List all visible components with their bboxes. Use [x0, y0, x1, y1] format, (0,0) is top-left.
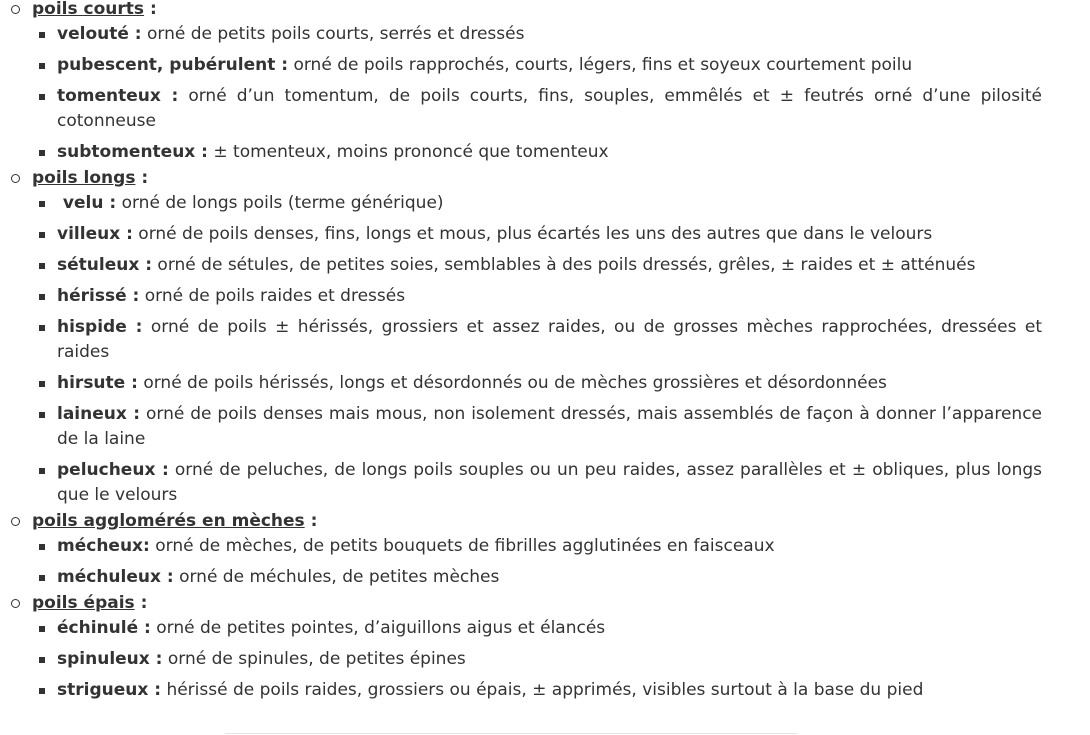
- group-title: poils épais: [32, 593, 135, 613]
- term-entry: [32, 191, 1042, 216]
- term-entry: [32, 22, 1042, 47]
- group-poils-epais: [0, 591, 1042, 703]
- square-bullet-icon: [39, 201, 45, 207]
- square-bullet-icon: [39, 381, 45, 387]
- square-bullet-icon: [39, 575, 45, 581]
- term-entry: [32, 371, 1042, 396]
- term-name: sétuleux :: [57, 255, 153, 275]
- term-definition: orné de poils denses, fins, longs et mous, plus écartés les uns des autres que dans le velours: [132, 224, 933, 244]
- term-name: méchuleux :: [57, 567, 174, 587]
- term-definition: orné de sétules, de petites soies, semblables à des poils dressés, grêles, ± raides et ± atténués: [152, 255, 976, 275]
- circle-bullet-icon: [11, 174, 20, 183]
- group-heading: [32, 591, 1042, 616]
- term-name: pubescent, pubérulent :: [57, 55, 289, 75]
- square-bullet-icon: [39, 688, 45, 694]
- square-bullet-icon: [39, 63, 45, 69]
- term-definition: orné de poils raides et dressés: [139, 286, 406, 306]
- term-name: mécheux:: [57, 536, 150, 556]
- circle-bullet-icon: [11, 5, 20, 14]
- square-bullet-icon: [39, 150, 45, 156]
- square-bullet-icon: [39, 325, 45, 331]
- term-definition: orné de longs poils (terme générique): [116, 193, 444, 213]
- group-heading: [32, 509, 1042, 534]
- term-list: [32, 616, 1042, 703]
- term-list: [32, 22, 1042, 165]
- group-colon: :: [144, 0, 157, 19]
- group-poils-longs: [0, 166, 1042, 508]
- term-name: tomenteux :: [57, 86, 179, 106]
- term-name: spinuleux :: [57, 649, 163, 669]
- term-definition: orné de poils rapprochés, courts, légers, fins et soyeux courtement poilu: [288, 55, 913, 75]
- term-entry: [32, 534, 1042, 559]
- circle-bullet-icon: [11, 599, 20, 608]
- square-bullet-icon: [39, 32, 45, 38]
- bottom-divider: [225, 733, 797, 734]
- square-bullet-icon: [39, 657, 45, 663]
- term-definition: hérissé de poils raides, grossiers ou épais, ± apprimés, visibles surtout à la base du pied: [161, 680, 924, 700]
- group-title: poils courts: [32, 0, 145, 19]
- term-entry: [32, 678, 1042, 703]
- group-heading: [32, 0, 1042, 22]
- term-name: hirsute :: [57, 373, 138, 393]
- term-name: villeux :: [57, 224, 133, 244]
- term-definition: orné de poils ± hérissés, grossiers et assez raides, ou de grosses mèches rapprochées, dressées et raides: [57, 317, 1042, 362]
- square-bullet-icon: [39, 232, 45, 238]
- term-entry: [32, 222, 1042, 247]
- term-entry: [32, 458, 1042, 508]
- term-definition: orné de spinules, de petites épines: [162, 649, 466, 669]
- term-definition: ± tomenteux, moins prononcé que tomenteux: [207, 142, 609, 162]
- term-name: pelucheux :: [57, 460, 169, 480]
- square-bullet-icon: [39, 263, 45, 269]
- term-entry: [32, 402, 1042, 452]
- term-entry: [32, 315, 1042, 365]
- term-entry: [32, 253, 1042, 278]
- term-name: velu :: [57, 193, 117, 213]
- group-heading: [32, 166, 1042, 191]
- term-entry: [32, 647, 1042, 672]
- group-colon: :: [135, 168, 149, 188]
- term-name: échinulé :: [57, 618, 151, 638]
- group-poils-courts: [0, 0, 1042, 165]
- group-poils-agglomeres: [0, 509, 1042, 590]
- circle-bullet-icon: [11, 517, 20, 526]
- term-entry: [32, 84, 1042, 134]
- term-definition: orné de petites pointes, d’aiguillons aigus et élancés: [150, 618, 606, 638]
- square-bullet-icon: [39, 94, 45, 100]
- square-bullet-icon: [39, 544, 45, 550]
- term-name: hispide :: [57, 317, 143, 337]
- square-bullet-icon: [39, 294, 45, 300]
- group-colon: :: [304, 511, 318, 531]
- term-name: subtomenteux :: [57, 142, 208, 162]
- square-bullet-icon: [39, 412, 45, 418]
- term-definition: orné de poils hérissés, longs et désordonnés ou de mèches grossières et désordonnées: [137, 373, 887, 393]
- term-definition: orné de petits poils courts, serrés et dressés: [141, 24, 525, 44]
- group-title: poils longs: [32, 168, 136, 188]
- square-bullet-icon: [39, 626, 45, 632]
- square-bullet-icon: [39, 468, 45, 474]
- term-name: velouté :: [57, 24, 142, 44]
- term-entry: [32, 565, 1042, 590]
- term-entry: [32, 284, 1042, 309]
- term-entry: [32, 140, 1042, 165]
- term-definition: orné de poils denses mais mous, non isolement dressés, mais assemblés de façon à donner l’apparence de la laine: [57, 404, 1042, 449]
- group-colon: :: [134, 593, 148, 613]
- term-definition: orné de méchules, de petites mèches: [173, 567, 500, 587]
- term-entry: [32, 616, 1042, 641]
- term-list: [32, 191, 1042, 508]
- term-definition: orné de mèches, de petits bouquets de fibrilles agglutinées en faisceaux: [149, 536, 775, 556]
- group-title: poils agglomérés en mèches: [32, 511, 305, 531]
- term-list: [32, 534, 1042, 590]
- term-definition: orné de peluches, de longs poils souples ou un peu raides, assez parallèles et ± obliques, plus longs que le velours: [57, 460, 1042, 505]
- term-name: hérissé :: [57, 286, 140, 306]
- term-definition: orné d’un tomentum, de poils courts, fins, souples, emmêlés et ± feutrés orné d’une pilosité cotonneuse: [57, 86, 1042, 131]
- term-name: strigueux :: [57, 680, 162, 700]
- term-name: laineux :: [57, 404, 141, 424]
- term-entry: [32, 53, 1042, 78]
